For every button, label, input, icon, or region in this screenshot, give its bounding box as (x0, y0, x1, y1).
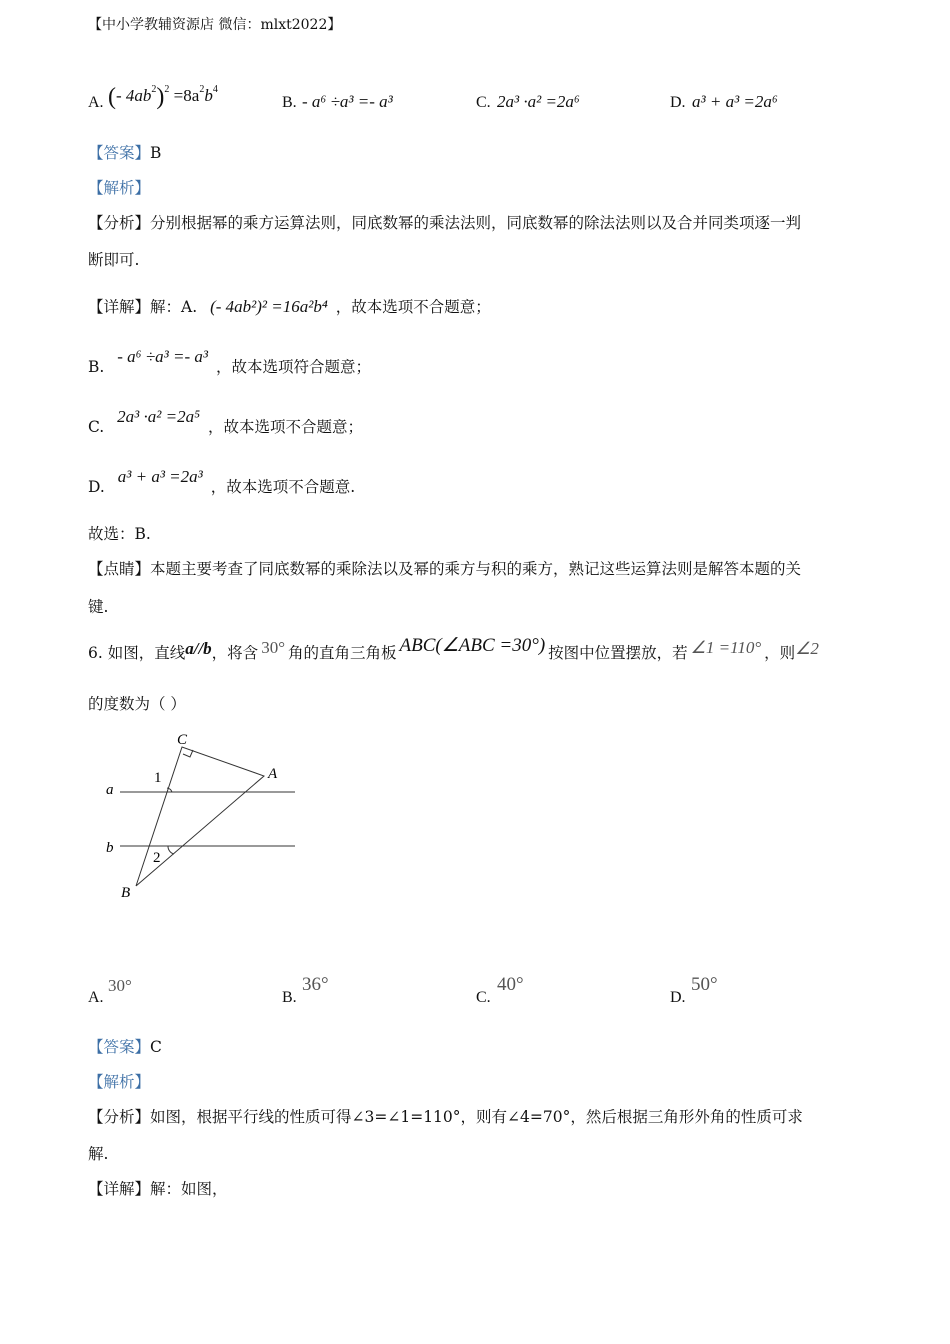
point-a-label: A (268, 766, 278, 782)
point-b-label: B (121, 885, 131, 901)
q5-fenxi-line2: 断即可. (88, 251, 140, 269)
q5-option-c-label: C. (476, 94, 491, 111)
q5-option-c-expr: 2a³ ·a² =2a⁶ (497, 92, 580, 111)
page-header: 【中小学教辅资源店 微信：mlxt2022】 (88, 17, 342, 33)
q6-option-a-value: 30° (108, 976, 132, 995)
q5-option-b-expr: - a⁶ ÷a³ =- a³ (302, 92, 393, 111)
q5-detail-c: C. 2a³ ·a² =2a⁵，故本选项不合题意； (88, 407, 364, 436)
angle-2-arc (168, 846, 174, 854)
q6-figure (100, 728, 310, 908)
q5-option-d-expr: a³ + a³ =2a⁶ (692, 92, 778, 111)
q5-fenxi: 【分析】分别根据幂的乘方运算法则，同底数幂的乘法法则，同底数幂的除法法则以及合并同类项逐一判 (88, 214, 802, 232)
q6-stem: 6. 如图，直线a//b，将含 30° 角的直角三角板 ABC(∠ABC =30°) 按图中位置摆放，若 ∠1 =110° ，则∠2 (88, 635, 819, 662)
q6-option-b-label: B. (282, 989, 297, 1006)
q5-option-a-label: A. (88, 94, 104, 111)
q5-dianjing-line2: 键. (88, 598, 109, 616)
q6-stem-line2: 的度数为（ ） (88, 695, 186, 713)
q6-option-c-label: C. (476, 989, 491, 1006)
q6-option-d-label: D. (670, 989, 686, 1006)
q6-option-a-label: A. (88, 989, 104, 1006)
line-a-label: a (106, 782, 114, 798)
q6-detail: 【详解】解：如图， (88, 1180, 228, 1198)
q6-option-d-value: 50° (691, 974, 718, 995)
q5-option-b-label: B. (282, 94, 297, 111)
q6-option-b-value: 36° (302, 974, 329, 995)
q5-analysis-tag: 【解析】 (88, 179, 151, 197)
q5-dianjing: 【点睛】本题主要考查了同底数幂的乘除法以及幂的乘方与积的乘方，熟记这些运算法则是解答本题的关 (88, 560, 802, 578)
q5-option-a-expr: (- $4ab^2)^2 =8a^2b^4$ (108, 84, 218, 110)
q5-detail-b: B. - a⁶ ÷a³ =- a³，故本选项符合题意； (88, 347, 372, 376)
q6-option-c-value: 40° (497, 974, 524, 995)
q6-answer: 【答案】C (88, 1038, 162, 1056)
line-b-label: b (106, 840, 114, 856)
q6-fenxi-line2: 解. (88, 1145, 109, 1163)
q5-detail-d: D. a³ + a³ =2a³，故本选项不合题意. (88, 467, 356, 496)
q5-option-d-label: D. (670, 94, 686, 111)
q6-fenxi: 【分析】如图，根据平行线的性质可得∠3=∠1=110°，则有∠4=70°，然后根据三角形外角的性质可求 (88, 1108, 803, 1126)
point-c-label: C (177, 732, 188, 748)
q5-answer: 【答案】B (88, 144, 162, 162)
right-angle-mark (183, 750, 193, 757)
q5-conclusion: 故选：B. (88, 525, 151, 543)
q5-detail-a: 【详解】解：A. (- 4ab²)² =16a²b⁴ ，故本选项不合题意； (88, 297, 491, 316)
angle-2-label: 2 (153, 850, 161, 866)
q6-analysis-tag: 【解析】 (88, 1073, 151, 1091)
angle-1-label: 1 (154, 770, 162, 786)
